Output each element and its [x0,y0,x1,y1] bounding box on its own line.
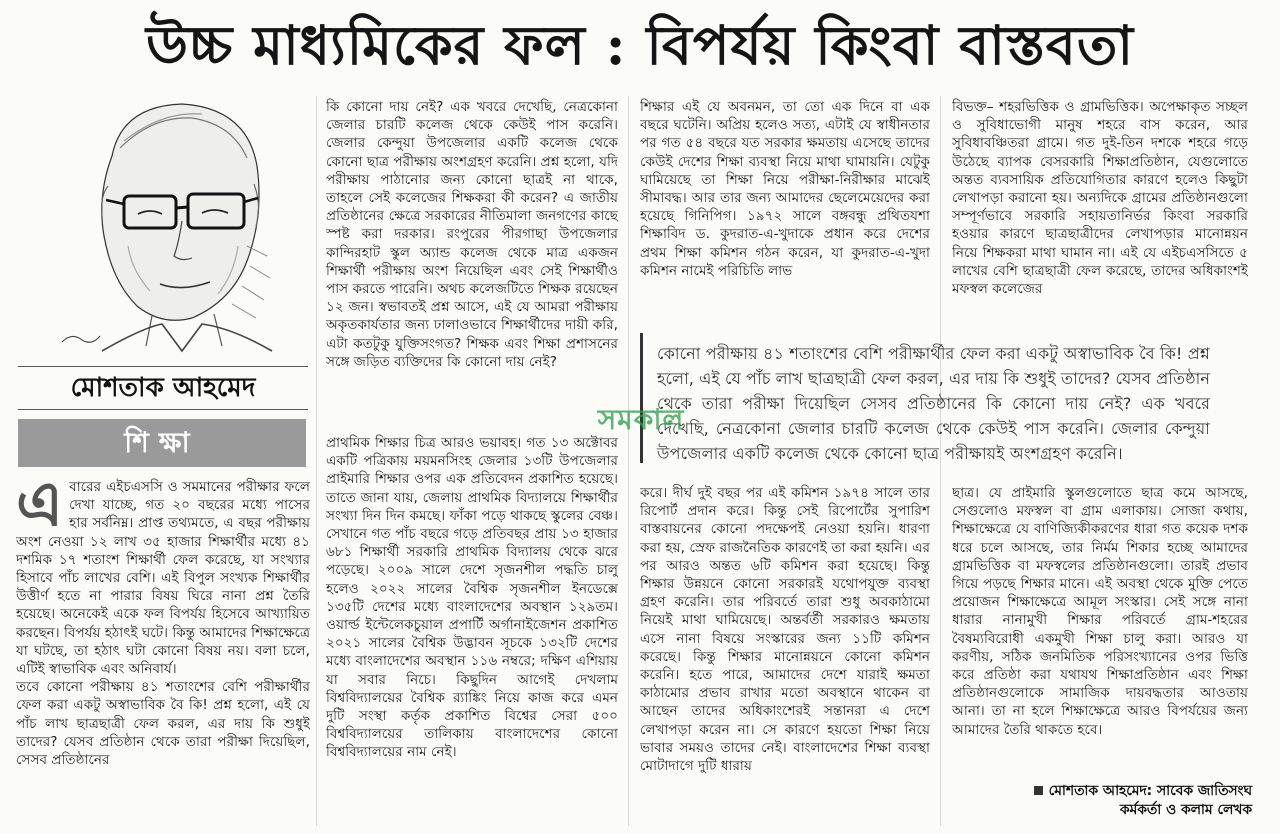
headline: উচ্চ মাধ্যমিকের ফল : বিপর্যয় কিংবা বাস্তবতা [145,13,1135,77]
column-2-bottom [326,434,618,830]
column-rule [628,96,629,826]
lead-column [16,478,310,830]
lead-paragraph: বারের এইচএসসি ও সমমানের পরীক্ষার ফলে দেখা যাচ্ছে, গত ২০ বছরের মধ্যে পাসের হার সর্বনিম্ন। প্রাপ্ত তথ্যমতে, এ বছর পরীক্ষায় অংশ নেওয়া ১২ লাখ ৩৫ হাজার শিক্ষার্থীর মধ্যে ৪১ দশমিক ১৭ শতাংশ শিক্ষার্থী ফেল করেছে, যা সংখ্যার হিসাবে পাঁচ লাখের বেশি। এই বিপুল সংখ্যক শিক্ষার্থীর উত্তীর্ণ হতে না পারার বিষয় ঘিরে নানা প্রশ্ন তৈরি হয়েছে। অনেকেই একে ফল বিপর্যয় হিসেবে আখ্যায়িত করছেন। বিপর্যয় হঠাৎই ঘটে। কিন্তু আমাদের শিক্ষাক্ষেত্রে যা ঘটছে, তা হঠাৎ ঘটা কোনো বিষয় নয়। বলা চলে, এটিই স্বাভাবিক এবং অনিবার্য। [16,479,310,678]
author-byline [990,782,1252,822]
column-2-bottom-text: প্রাথমিক শিক্ষার চিত্র আরও ভয়াবহ। গত ১৩ অক্টোবর একটি পত্রিকায় ময়মনসিংহ জেলার ১৩টি উপজেলার প্রাইমারি শিক্ষার ওপর এক প্রতিবেদন প্রকাশিত হয়েছে। তাতে জানা যায়, জেলায় প্রাথমিক বিদ্যালয়ে শিক্ষার্থীর সংখ্যা দিন দিন কমছে। ফাঁকা পড়ে থাকছে স্কুলের বেঞ্চ। সেখানে গত পাঁচ বছরে গড়ে প্রতিবছর প্রায় ১৩ হাজার ৬৮১ শিক্ষার্থী সরকারি প্রাথমিক বিদ্যালয় থেকে ঝরে পড়েছে। ২০০৯ সালে দেশে সৃজনশীল পদ্ধতি চালু হলেও ২০২২ সালের বৈশ্বিক সৃজনশীল ইনডেক্সে ১৩৫টি দেশের মধ্যে বাংলাদেশের অবস্থান ১২৯তম। ওয়ার্ল্ড ইন্টেলেকচুয়াল প্রপার্টি অর্গানাইজেশন প্রকাশিত ২০২১ সালের বৈশ্বিক উদ্ভাবন সূচকে ১৩২টি দেশের মধ্যে বাংলাদেশের অবস্থান ১১৬ নম্বরে; দক্ষিণ এশিয়ায় যা সবার নিচে। কিছুদিন আগেই দেখলাম বিশ্ববিদ্যালয়ের বৈশ্বিক র‍্যাঙ্কিং নিয়ে কাজ করে এমন দুটি সংস্থা কর্তৃক প্রকাশিত বিশ্বের সেরা ৫০০ বিশ্ববিদ্যালয়ের তালিকায় বাংলাদেশের কোনো বিশ্ববিদ্যালয়ের নাম নেই। [326,435,618,761]
author-portrait [42,96,292,354]
byline-line-1: মোশতাক আহমেদ: সাবেক জাতিসংঘ [1048,783,1252,799]
column-4-bottom [952,484,1248,776]
column-3-bottom-text: করে। দীর্ঘ দুই বছর পর এই কমিশন ১৯৭৪ সালে তার রিপোর্ট প্রদান করে। কিন্তু সেই রিপোর্টের সুপারিশ বাস্তবায়নের কোনো পদক্ষেপই নেওয়া হয়নি। ধারণা করা হয়, স্রেফ রাজনৈতিক কারণেই তা করা হয়নি। এর পর আরও অন্তত ৬টি কমিশন করা হয়েছে। কিন্তু শিক্ষার উন্নয়নে কোনো সরকারই যথোপযুক্ত ব্যবস্থা গ্রহণ করেনি। তার পরিবর্তে তারা শুধু অবকাঠামো নিয়েই মাথা ঘামিয়েছে। অন্তর্বর্তী সরকারও ক্ষমতায় এসে নানা বিষয়ে সংস্কারের জন্য ১১টি কমিশন করেছে। কিন্তু শিক্ষার মানোন্নয়নে কোনো কমিশন করেনি। হতে পারে, আমাদের দেশে যারাই ক্ষমতা কাঠামোর প্রভাব রাখার মতো অবস্থানে থাকেন বা আছেন তাদের অধিকাংশেরই সন্তানরা এ দেশে লেখাপড়া করেন না। সে কারণে হয়তো শিক্ষা নিয়ে ভাবার সময়ও তাদের নেই। বাংলাদেশের শিক্ষা ব্যবস্থা মোটাদাগে দুটি ধারায় [640,485,930,775]
column-2-top-text: কি কোনো দায় নেই? এক খবরে দেখেছি, নেত্রকোনা জেলার চারটি কলেজ থেকে কেউই পাস করেনি। জেলার কেন্দুয়া উপজেলার একটি কলেজ থেকে কোনো ছাত্র পরীক্ষায় অংশগ্রহণ করেনি। প্রশ্ন হলো, যদি পরীক্ষায় পাঠানোর জন্য কোনো ছাত্রই না থাকে, তাহলে সেই কলেজের শিক্ষকরা কী করেন? এ জাতীয় প্রতিষ্ঠানের ক্ষেত্রে সরকারের নীতিমালা জনগণের কাছে স্পষ্ট করা দরকার। রংপুরের পীরগাছা উপজেলার কান্দিরহাট স্কুল অ্যান্ড কলেজ থেকে মাত্র একজন শিক্ষার্থী পরীক্ষায় অংশ নিয়েছিল এবং সেই শিক্ষার্থীও পাস করতে পারেনি। অথচ কলেজটিতে শিক্ষক রয়েছেন ১২ জন। স্বভাবতই প্রশ্ন আসে, এই যে আমরা পরীক্ষায় অকৃতকার্যতার জন্য ঢালাওভাবে শিক্ষার্থীদের দায়ী করি, এটা কতটুকু যুক্তিসংগত? শিক্ষক এবং শিক্ষা প্রশাসনের সঙ্গে জড়িত ব্যক্তিদের কি কোনো দায় নেই? [326,99,618,370]
publisher-watermark: সমকাল [597,403,685,436]
author-name: মোশতাক আহমেদ [18,366,308,410]
column-2-top [326,98,618,434]
section-tag: শিক্ষা [18,419,306,467]
pull-quote: কোনো পরীক্ষায় ৪১ শতাংশের বেশি পরীক্ষার্থীর ফেল করা একটু অস্বাভাবিক বৈ কি! প্রশ্ন হলো, এই যে পাঁচ লাখ ছাত্রছাত্রী ফেল করল, এর দায় কি শুধুই তাদের? যেসব প্রতিষ্ঠান থেকে তারা পরীক্ষা দিয়েছিল সেসব প্রতিষ্ঠানের কি কোনো দায় নেই? এক খবরে দেখেছি, নেত্রকোনা জেলার চারটি কলেজ থেকে কেউই পাস করেনি। জেলার কেন্দুয়া উপজেলার একটি কলেজ থেকে কোনো ছাত্র পরীক্ষায়ই অংশগ্রহণ করেনি। [640,333,1220,463]
column-4-top-text: বিভক্ত– শহরভিত্তিক ও গ্রামভিত্তিক। অপেক্ষাকৃত সচ্ছল ও সুবিধাভোগী মানুষ শহরে বাস করেন, আর সুবিধাবঞ্চিতরা গ্রামে। গত দুই-তিন দশকে শহরে গড়ে উঠেছে ব্যাপক বেসরকারি শিক্ষাপ্রতিষ্ঠান, যেগুলোতে অন্তত ব্যবসায়িক প্রতিযোগিতার কারণে হলেও কিছুটা লেখাপড়া করানো হয়। অন্যদিকে গ্রামের প্রতিষ্ঠানগুলো সম্পূর্ণভাবে সরকারি সহায়তানির্ভর কিংবা সরকারি হওয়ার কারণে ছাত্রছাত্রীদের লেখাপড়ার মানোন্নয়ন নিয়ে শিক্ষকরা মাথা ঘামান না। এই যে এইচএসসিতে ৫ লাখের বেশি ছাত্রছাত্রী ফেল করেছে, তাদের অধিকাংশই মফস্বল কলেজের [952,99,1248,298]
column-3-top [640,98,930,328]
lead-paragraph-2: তবে কোনো পরীক্ষায় ৪১ শতাংশের বেশি পরীক্ষার্থীর ফেল করা একটু অস্বাভাবিক বৈ কি! প্রশ্ন হলো, এই যে পাঁচ লাখ ছাত্রছাত্রী ফেল করল, এর দায় কি শুধুই তাদের? যেসব প্রতিষ্ঠান থেকে তারা পরীক্ষা দিয়েছিল, সেসব প্রতিষ্ঠানের [16,679,310,769]
column-4-bottom-text: ছাত্র। যে প্রাইমারি স্কুলগুলোতে ছাত্র কমে আসছে, সেগুলোও মফস্বল বা গ্রাম এলাকায়। সোজা কথায়, শিক্ষাক্ষেত্রে যে বাণিজ্যিকীকরণের ধারা গত কয়েক দশক ধরে চলে আসছে, তার নির্মম শিকার হচ্ছে আমাদের গ্রামভিত্তিক বা মফস্বলের প্রতিষ্ঠানগুলো। তারই প্রভাব গিয়ে পড়ছে শিক্ষার মানে। এই অবস্থা থেকে মুক্তি পেতে প্রয়োজন শিক্ষাক্ষেত্রে আমূল সংস্কার। সেই সঙ্গে নানা ধারার নানামুখী শিক্ষার পরিবর্তে গ্রাম-শহরের বৈষম্যবিরোধী একমুখী শিক্ষা চালু করা। আরও যা করণীয়, সঠিক জনমিতিক পরিসংখ্যানের ওপর ভিত্তি করে প্রতিষ্ঠা করা যথাযথ শিক্ষাপ্রতিষ্ঠান এবং শিক্ষা প্রতিষ্ঠানগুলোকে সামাজিক দায়বদ্ধতার আওতায় আনা। তা না হলে শিক্ষাক্ষেত্রে আরও বিপর্যয়ের জন্য আমাদের তৈরি থাকতে হবে। [952,485,1248,738]
column-3-top-text: শিক্ষার এই যে অবনমন, তা তো এক দিনে বা এক বছরে ঘটেনি। অপ্রিয় হলেও সত্য, এটাই যে স্বাধীনতার পর গত ৫৪ বছরে যত সরকার ক্ষমতায় এসেছে তাদের কেউই দেশের শিক্ষা ব্যবস্থা নিয়ে মাথা ঘামায়নি। যেটুকু ঘামিয়েছে তা শিক্ষা নিয়ে পরীক্ষা-নিরীক্ষার মাঝেই সীমাবদ্ধ। আর তার জন্য আমাদের ছেলেমেয়েদের করা হয়েছে গিনিপিগ। ১৯৭২ সালে বঙ্গবন্ধু প্রথিতযশা শিক্ষাবিদ ড. কুদরাত-এ-খুদাকে প্রধান করে দেশের প্রথম শিক্ষা কমিশন গঠন করেন, যা কুদরাত-এ-খুদা কমিশন নামেই পরিচিতি লাভ [640,99,930,279]
bullet-square-icon [1034,786,1043,795]
column-4-top [952,98,1248,328]
byline-line-2: কর্মকর্তা ও কলাম লেখক [1119,802,1252,818]
column-rule [316,96,317,826]
column-3-bottom [640,484,930,830]
drop-cap: এ [16,478,64,540]
